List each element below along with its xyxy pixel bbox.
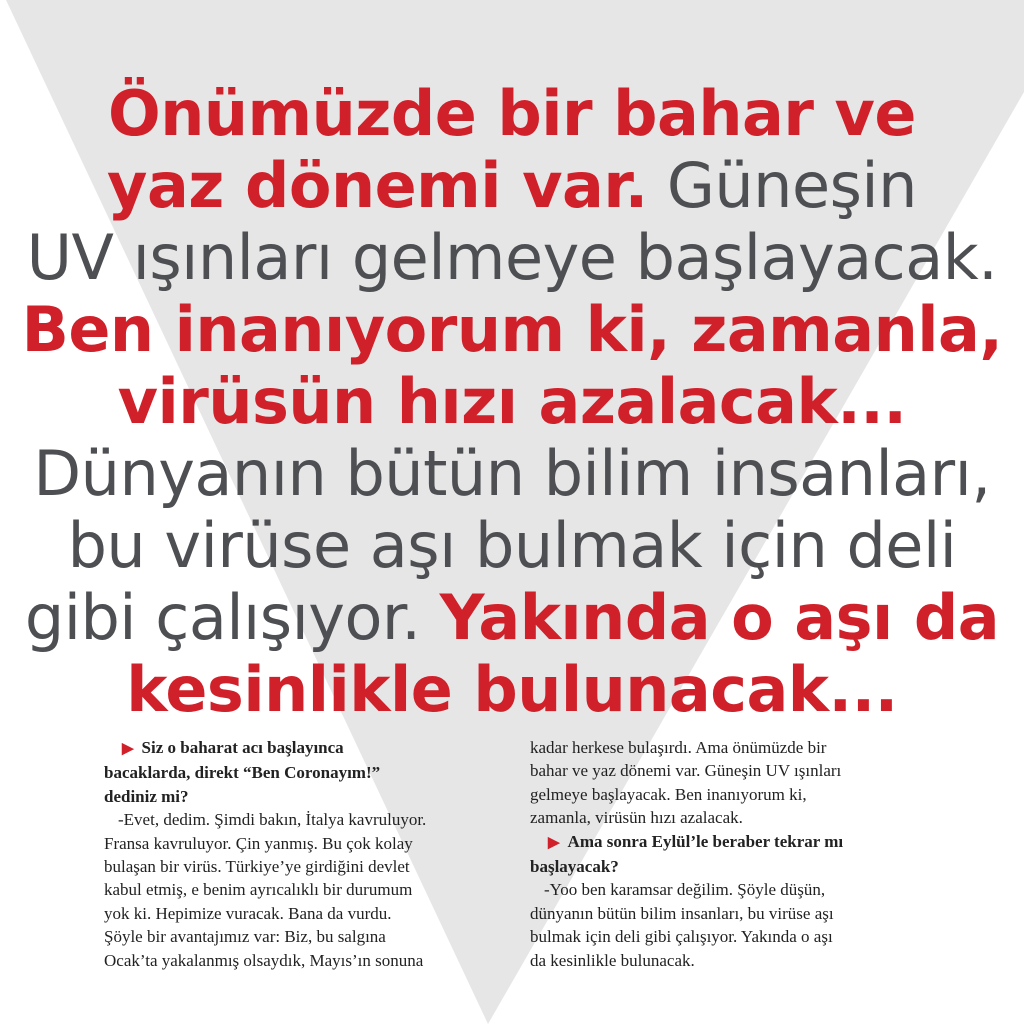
answer-1-line-6: Şöyle bir avantajımız var: Biz, bu salgına bbox=[104, 927, 386, 947]
bullet-arrow-icon: ▶ bbox=[122, 741, 134, 757]
answer-1-line-4: kabul etmiş, e benim ayrıcalıklı bir durumum bbox=[104, 880, 413, 900]
answer-2-line-2: dünyanın bütün bilim insanları, bu virüse aşı bbox=[530, 903, 834, 923]
headline-line-2 bbox=[0, 150, 1024, 222]
answer-1 bbox=[104, 808, 504, 972]
headline-line-8-gray: gibi çalışıyor. bbox=[24, 581, 440, 654]
question-1 bbox=[104, 736, 504, 808]
question-2-line-1 bbox=[530, 830, 930, 855]
answer-2 bbox=[530, 878, 930, 972]
question-2 bbox=[530, 830, 930, 879]
headline-line-7: bu virüse aşı bulmak için deli bbox=[67, 509, 957, 582]
answer-1-continued bbox=[530, 736, 930, 830]
continued-line-3: gelmeye başlayacak. Ben inanıyorum ki, bbox=[530, 784, 807, 804]
headline-line-6: Dünyanın bütün bilim insanları, bbox=[33, 437, 991, 510]
headline-line-1: Önümüzde bir bahar ve bbox=[108, 77, 916, 150]
headline-line-8-red: Yakında o aşı da bbox=[439, 581, 1000, 654]
question-2-line-2: başlayacak? bbox=[530, 857, 619, 877]
interview-column-right bbox=[530, 736, 930, 972]
headline-quote bbox=[0, 78, 1024, 726]
answer-2-line-3: bulmak için deli gibi çalışıyor. Yakında o aşı bbox=[530, 927, 833, 947]
headline-line-2-gray: Güneşin bbox=[647, 149, 917, 222]
question-1-line-1 bbox=[104, 736, 504, 761]
headline-line-2-red: yaz dönemi var. bbox=[107, 149, 648, 222]
answer-1-line-7: Ocak’ta yakalanmış olsaydık, Mayıs’ın sonuna bbox=[104, 950, 424, 970]
answer-2-line-4: da kesinlikle bulunacak. bbox=[530, 950, 695, 970]
headline-line-8 bbox=[0, 582, 1024, 654]
answer-2-line-1: -Yoo ben karamsar değilim. Şöyle düşün, bbox=[544, 880, 826, 900]
question-1-text-1: Siz o baharat acı başlayınca bbox=[141, 738, 344, 757]
headline-line-9: kesinlikle bulunacak... bbox=[126, 653, 898, 726]
interview-column-left bbox=[104, 736, 504, 972]
continued-line-2: bahar ve yaz dönemi var. Güneşin UV ışınları bbox=[530, 761, 842, 781]
headline-line-5: virüsün hızı azalacak... bbox=[117, 365, 907, 438]
bullet-arrow-icon: ▶ bbox=[548, 834, 560, 851]
headline-line-4: Ben inanıyorum ki, zamanla, bbox=[21, 293, 1003, 366]
continued-line-4: zamanla, virüsün hızı azalacak. bbox=[530, 808, 743, 828]
answer-1-line-3: bulaşan bir virüs. Türkiye’ye girdiğini devlet bbox=[104, 857, 410, 877]
answer-1-line-5: yok ki. Hepimize vuracak. Bana da vurdu. bbox=[104, 903, 392, 923]
question-1-line-3: dediniz mi? bbox=[104, 786, 189, 806]
continued-line-1: kadar herkese bulaşırdı. Ama önümüzde bir bbox=[530, 738, 827, 757]
headline-line-3: UV ışınları gelmeye başlayacak. bbox=[26, 221, 998, 294]
question-2-text-1: Ama sonra Eylül’le beraber tekrar mı bbox=[567, 831, 844, 851]
question-1-line-2: bacaklarda, direkt “Ben Coronayım!” bbox=[104, 763, 381, 783]
answer-1-line-1: -Evet, dedim. Şimdi bakın, İtalya kavruluyor. bbox=[118, 810, 427, 830]
answer-1-line-2: Fransa kavruluyor. Çin yanmış. Bu çok kolay bbox=[104, 833, 413, 853]
